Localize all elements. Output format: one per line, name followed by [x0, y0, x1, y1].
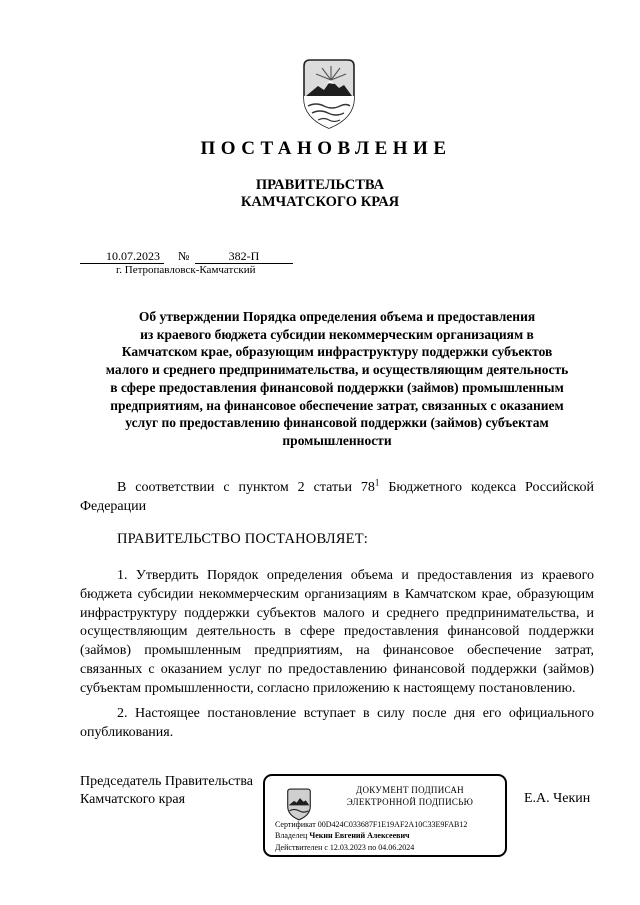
subject-line: в сфере предоставления финансовой поддержки (займов) промышленным	[110, 379, 564, 395]
stamp-owner	[275, 831, 410, 841]
kamchatka-coat-of-arms-icon	[285, 787, 313, 821]
document-subject	[80, 308, 594, 450]
position-line: Камчатского края	[80, 792, 186, 807]
subject-line: Камчатском крае, образующим инфраструктуру поддержки субъектов	[121, 344, 553, 360]
article-superscript: 1	[374, 477, 380, 488]
document-type-title: ПОСТАНОВЛЕНИЕ	[200, 138, 452, 159]
cert-label: Сертификат	[275, 820, 316, 829]
basis-text: Бюджетного кодекса Российской Федерации	[80, 480, 595, 514]
stamp-certificate	[275, 820, 467, 830]
subject-line: Об утверждении Порядка определения объема и предоставления	[138, 309, 536, 324]
kamchatka-coat-of-arms-icon	[298, 56, 360, 130]
subject-line: услуг по предоставлению финансовой поддержки (займов) субъектам	[125, 415, 549, 431]
item-2-paragraph: 2. Настоящее постановление вступает в силу после дня его официального опубликования.	[80, 706, 594, 740]
valid-label: Действителен с	[275, 843, 328, 852]
item-1-paragraph: 1. Утвердить Порядок определения объема и предоставления из краевого бюджета субсидии некоммерческим организациям в Камчатском крае, образующим инфраструктуру поддержки субъектов малого и среднего предпринимательства, и осуществляющим деятельность в сфере предоставления финансовой поддержки (займов) промышленным предприятиям, на финансовое обеспечение затрат, связанных с оказанием услуг по предоставлению финансовой поддержки (займов) субъектам промышленности, согласно приложению к настоящему постановлению.	[80, 568, 594, 696]
subject-line: малого и среднего предпринимательства, и осуществляющим деятельность	[105, 362, 569, 378]
stamp-heading-line: ЭЛЕКТРОННОЙ ПОДПИСЬЮ	[346, 796, 474, 807]
owner-value: Чекин Евгений Алексеевич	[309, 831, 410, 840]
subject-line: из краевого бюджета субсидии некоммерческим организациям в	[140, 326, 534, 342]
cert-value: 00D424C033687F1E19AF2A10C33E9FAB12	[317, 820, 468, 829]
number-sign: №	[178, 249, 190, 263]
issuer-line: КАМЧАТСКОГО КРАЯ	[240, 194, 400, 210]
valid-to: 04.06.2024	[378, 843, 415, 852]
electronic-signature-stamp	[263, 774, 507, 857]
subject-line: предприятиям, на финансовое обеспечение затрат, связанных с оказанием	[110, 397, 564, 413]
position-line: Председатель Правительства	[80, 774, 253, 789]
signer-name: Е.А. Чекин	[524, 791, 591, 806]
stamp-validity	[275, 843, 414, 853]
owner-label: Владелец	[275, 831, 308, 840]
valid-from: 12.03.2023	[329, 843, 366, 852]
document-city: г. Петропавловск-Камчатский	[116, 264, 256, 276]
document-number: 382-П	[195, 249, 293, 264]
signer-position	[80, 773, 253, 809]
issuer-line: ПРАВИТЕЛЬСТВА	[255, 177, 385, 193]
issuer-title	[0, 177, 640, 211]
stamp-heading	[320, 785, 500, 808]
resolves-heading: ПРАВИТЕЛЬСТВО ПОСТАНОВЛЯЕТ:	[117, 531, 369, 547]
basis-text: В соответствии с пунктом 2 статьи 78	[117, 480, 375, 495]
stamp-heading-line: ДОКУМЕНТ ПОДПИСАН	[356, 785, 464, 795]
valid-to-label: по	[367, 843, 377, 852]
document-date: 10.07.2023	[80, 249, 164, 264]
legal-basis-paragraph	[80, 479, 594, 517]
subject-line: промышленности	[282, 432, 392, 448]
